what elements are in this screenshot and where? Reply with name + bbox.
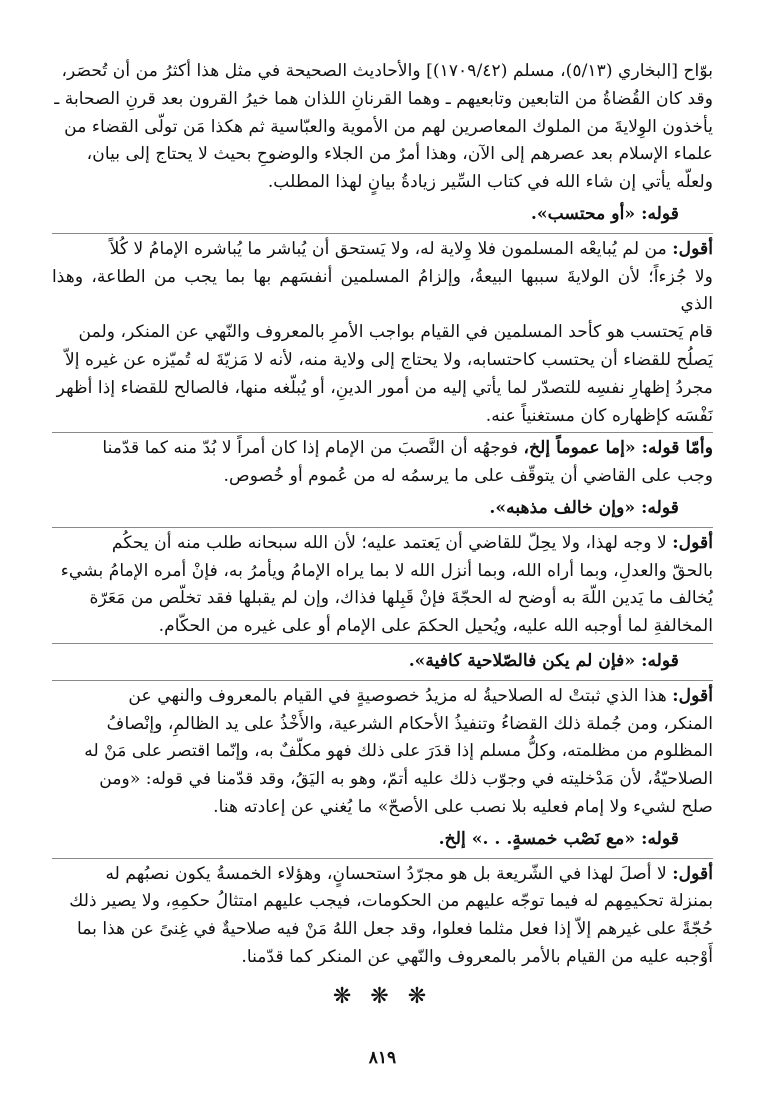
body-line: نَفْسَه كإظهاره كان مستغنياً عنه.	[485, 405, 713, 426]
line-text: هذا الذي ثبتتْ له الصلاحيةُ له مزيدُ خصوصيةٍ في القيام بالمعروف والنهي عن	[128, 685, 667, 706]
line-text: لا وجه لهذا، ولا يحِلّ للقاضي أن يَعتمد عليه؛ لأن الله سبحانه طلب منه أن يحكُم	[111, 532, 667, 553]
body-line: أَوْجبه عليه من القيام بالأمر بالمعروف والنّهي عن المنكر كما قدّمنا.	[241, 946, 713, 967]
divider	[52, 432, 713, 433]
body-line: وجب على القاضي أن يتوقّف على ما يرسمُه له من عُموم أو خُصوص.	[223, 466, 713, 487]
section-body	[52, 435, 713, 491]
body-line: المخالفةِ لما أوجبه الله عليه، ويُحيل الحكمَ على الإمام أو على غيره من الحكّام.	[158, 616, 713, 637]
body-line	[52, 435, 713, 463]
intro-paragraph	[52, 58, 713, 197]
divider	[52, 233, 713, 234]
section-body	[52, 683, 713, 822]
section-heading: قوله: «فإن لم يكن فالصّلاحية كافية».	[408, 650, 679, 671]
section-body	[52, 861, 713, 972]
section-heading: قوله: «وإن خالف مذهبه».	[489, 497, 679, 518]
body-line: يُخالف ما يَدين اللّهَ به أوضح له الحجّةَ فإنْ قَبِلها فذاك، وإن لم يقبلها فقد تخلّص من مَعَرّة	[89, 588, 713, 609]
body-line: حُجّةً على غيرهم إلاّ إذا فعل مثلما فعلوا، وقد جعل اللهُ مَنْ فيه صلاحيةٌ في غِنىً عن هذا بما	[76, 919, 713, 940]
divider	[52, 858, 713, 859]
body-line	[52, 683, 713, 711]
lead-word: أقول:	[672, 532, 713, 553]
section-end-ornament: ❋ ❋ ❋	[332, 983, 433, 1009]
lead-word: أقول:	[672, 685, 713, 706]
section-heading: قوله: «أو محتسب».	[530, 203, 679, 224]
body-line: ولا جُزءاً؛ لأن الولايةَ سببها البيعةُ، وإلزامُ المسلمين أنفسَهم بها بما يجب من الطاعة، وهذا الذي	[52, 266, 713, 315]
intro-line: علماء الإسلام بعد عصرهم إلى الآن، وهذا أمرٌ من الجلاء والوضوحِ بحيث لا يحتاج إلى بيان،	[86, 144, 713, 165]
lead-word: أقول:	[672, 238, 713, 259]
body-line: يَصلُح للقضاء أن يحتسب كاحتسابه، ولا يحتاج إلى ولاية منه، لأنه لا مَزيّةَ له تُميّزه عن غيره إلاّ	[64, 349, 713, 370]
body-line: مجردُ إظهارِ نفسِه للتصدّر لما يأتي إليه من أمور الدينِ، أو يُبلّغه منها، فالصالح للقضاء إذا أظهر	[56, 377, 713, 398]
section-body	[52, 236, 713, 431]
divider	[52, 643, 713, 644]
intro-line: بوّاح [البخاري (٥/١٣)، مسلم (١٧٠٩/٤٢)] والأحاديث الصحيحة في مثل هذا أكثرُ من أن تُحصَر،	[61, 61, 713, 81]
body-line: المظلوم من مظلمته، وكلُّ مسلم إذا قدَرَ على ذلك فهو مكلّفٌ به، وإنّما اقتصر على مَنْ له	[84, 741, 713, 762]
body-line: صلح لشيء ولا إمام فعليه بلا نصب على الأصحّ» ما يُغني عن إعادته هنا.	[213, 796, 713, 817]
divider	[52, 527, 713, 528]
body-line: المنكر، ومن جُملة ذلك القضاءُ وتنفيذُ الأحكام الشرعية، والأَخْذُ على يد الظالمِ، وإنْصافُ	[106, 713, 713, 734]
body-line	[52, 236, 713, 264]
section-heading: قوله: «مع نَصْب خمسةٍ. . .» إلخ.	[438, 828, 679, 849]
section-body	[52, 530, 713, 641]
intro-line: ولعلّه يأتي إن شاء الله في كتاب السِّير زيادةُ بيانٍ لهذا المطلب.	[267, 172, 713, 193]
body-line: قام يَحتسب هو كأحد المسلمين في القيام بواجب الأمرِ بالمعروف والنّهي عن المنكر، ولمن	[78, 322, 713, 343]
body-line: الصلاحيّةُ، لأن مَدْخليته في وجوّب ذلك عليه أتمّ، وهو به اليَقُ، وقد قدّمنا في قوله: «ومن	[99, 769, 713, 790]
body-line: بالحقّ والعدلِ، وبما أراه الله، وبما أنزل الله لا بما يراه الإمامُ ويأمرُ به، فإنْ أمره الإمامُ بشيء	[60, 560, 713, 581]
line-text: من لم يُبايعْه المسلمون فلا وِلاية له، ولا يَستحق أن يُباشر ما يُباشره الإمامُ لا كُلاً	[109, 238, 667, 259]
lead-phrase: وأمّا قوله: «إما عموماً إلخ،	[523, 438, 713, 459]
intro-line: يأخذون الوِلايةَ من الملوك المعاصرين لهم من الأموية والعبّاسية ثم هكذا مَن تولّى القضاء من	[64, 116, 713, 137]
lead-word: أقول:	[672, 863, 713, 884]
line-text: لا أصلَ لهذا في الشّريعة بل هو مجرّدُ استحسانٍ، وهؤلاء الخمسةُ يكون نصبُهم له	[105, 863, 667, 884]
body-line	[52, 861, 713, 889]
line-text: فوجهُه أن النَّصبَ من الإمام إذا كان أمراً لا بُدّ منه كما قدّمنا	[102, 438, 519, 459]
body-line	[52, 530, 713, 558]
intro-line: وقد كان القُضاةُ من التابعين وتابعيهم ـ وهما القرنانِ اللذان هما خيرُ القرون بعد قرنِ الصحابة ـ	[54, 88, 713, 109]
body-line: بمنزلة تحكيمِهم له فيما توجّه عليهم من الحكومات، فيجب عليهم امتثالُ حكمِهِ، ولا يصير ذلك	[69, 891, 713, 912]
page-number: ٨١٩	[368, 1048, 397, 1068]
divider	[52, 680, 713, 681]
